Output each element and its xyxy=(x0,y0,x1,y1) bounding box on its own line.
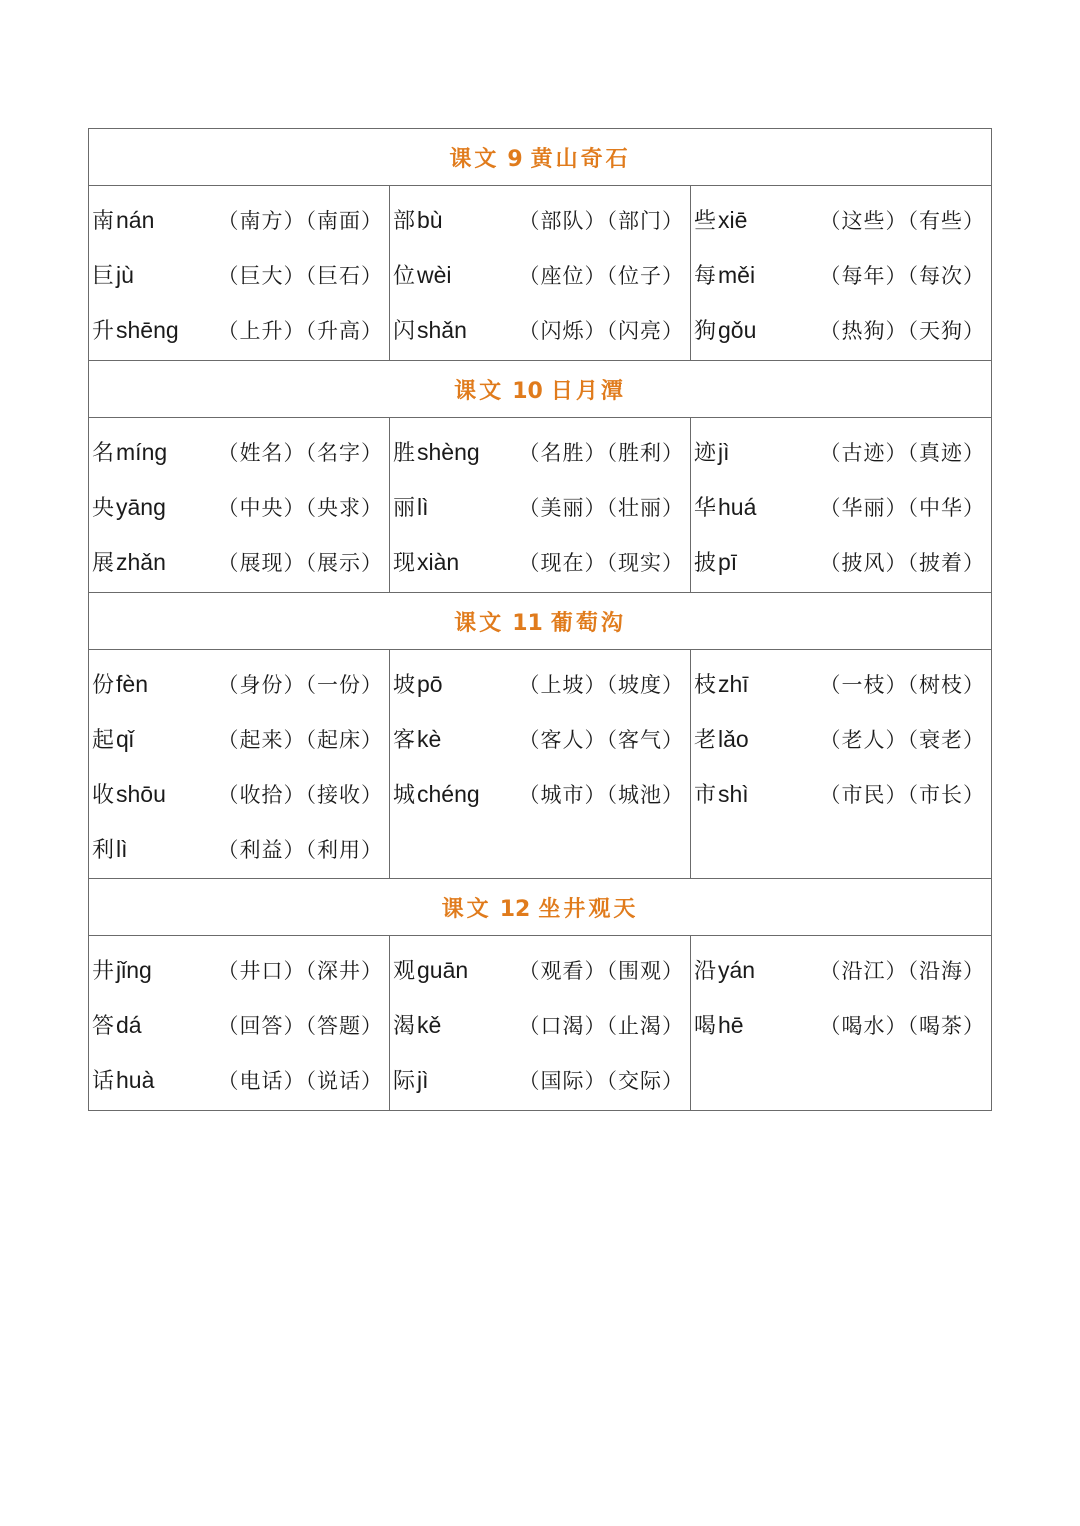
entry-pinyin: bù xyxy=(417,207,443,233)
entry-head xyxy=(92,491,166,522)
entry-character: 部 xyxy=(393,209,416,234)
entry-head xyxy=(694,436,730,467)
entry-words: （姓名）（名字） xyxy=(217,440,383,465)
entry-head xyxy=(393,436,480,467)
entry-pinyin: wèi xyxy=(417,262,452,288)
entry-character: 坡 xyxy=(393,673,416,698)
entry-pinyin: kè xyxy=(417,726,442,752)
lesson-label: 课文 xyxy=(454,609,505,636)
entry-words: （南方）（南面） xyxy=(217,208,383,233)
vocab-entry xyxy=(691,711,991,766)
lesson-number: 12 xyxy=(499,896,531,922)
entry-pinyin: yán xyxy=(718,957,756,983)
entry-character: 每 xyxy=(694,264,717,289)
entry-words: （上坡）（坡度） xyxy=(518,672,684,697)
entry-head xyxy=(694,546,737,577)
entry-pinyin: shǎn xyxy=(417,317,467,343)
entry-words: （回答）（答题） xyxy=(217,1013,383,1038)
entry-character: 迹 xyxy=(694,441,717,466)
vocab-cell xyxy=(390,186,691,361)
entry-words: （这些）（有些） xyxy=(819,208,985,233)
entry-pinyin: shōu xyxy=(116,781,166,807)
entry-head xyxy=(92,314,179,345)
vocab-entry xyxy=(691,192,991,247)
entry-character: 位 xyxy=(393,264,416,289)
entry-character: 些 xyxy=(694,209,717,234)
entry-words: （国际）（交际） xyxy=(518,1068,684,1093)
entry-character: 份 xyxy=(92,673,115,698)
entry-pinyin: pō xyxy=(417,671,443,697)
entry-head xyxy=(393,954,468,985)
entry-character: 井 xyxy=(92,959,115,984)
entry-head xyxy=(694,668,749,699)
entry-head xyxy=(393,491,429,522)
vocab-entry xyxy=(390,1052,690,1107)
entry-pinyin: gǒu xyxy=(718,317,757,343)
entry-pinyin: shēng xyxy=(116,317,179,343)
entry-head xyxy=(92,259,134,290)
entry-head xyxy=(92,778,166,809)
entry-words: （客人）（客气） xyxy=(518,727,684,752)
vocab-entry xyxy=(89,942,389,997)
entry-words: （中央）（央求） xyxy=(217,495,383,520)
entry-pinyin: huà xyxy=(116,1067,155,1093)
entry-words: （起来）（起床） xyxy=(217,727,383,752)
entry-head xyxy=(92,833,128,864)
entry-head xyxy=(92,204,154,235)
lesson-number: 10 xyxy=(512,378,543,404)
vocab-entry xyxy=(89,479,389,534)
entry-head xyxy=(393,668,443,699)
entry-words: （井口）（深井） xyxy=(217,958,383,983)
entry-words: （披风）（披着） xyxy=(819,550,985,575)
vocab-entry xyxy=(691,656,991,711)
entry-words: （老人）（衰老） xyxy=(819,727,985,752)
entry-words: （身份）（一份） xyxy=(217,672,383,697)
vocab-entry xyxy=(89,997,389,1052)
entry-words: （喝水）（喝茶） xyxy=(819,1013,985,1038)
entry-pinyin: kě xyxy=(417,1012,442,1038)
entry-head xyxy=(92,668,148,699)
entry-words: （城市）（城池） xyxy=(518,782,684,807)
entry-pinyin: chéng xyxy=(417,781,480,807)
entry-pinyin: jì xyxy=(718,439,730,465)
entry-pinyin: huá xyxy=(718,494,757,520)
entry-head xyxy=(92,1064,154,1095)
vocab-entry xyxy=(390,247,690,302)
entry-character: 华 xyxy=(694,496,717,521)
entry-head xyxy=(393,1009,441,1040)
vocab-cell xyxy=(691,186,992,361)
entry-pinyin: xiàn xyxy=(417,549,460,575)
entry-pinyin: jǐng xyxy=(116,957,152,983)
entry-words: （名胜）（胜利） xyxy=(518,440,684,465)
entry-words: （每年）（每次） xyxy=(819,263,985,288)
entry-words: （现在）（现实） xyxy=(518,550,684,575)
entry-pinyin: fèn xyxy=(116,671,148,697)
lesson-title-row xyxy=(89,129,992,186)
entry-words: （收拾）（接收） xyxy=(217,782,383,807)
entry-character: 现 xyxy=(393,551,416,576)
entry-words: （部队）（部门） xyxy=(518,208,684,233)
vocab-cell xyxy=(89,650,390,879)
entry-character: 名 xyxy=(92,441,115,466)
vocab-cell xyxy=(89,186,390,361)
vocab-entry xyxy=(691,424,991,479)
entry-character: 闪 xyxy=(393,319,416,344)
entry-head xyxy=(393,259,452,290)
vocab-entry xyxy=(89,192,389,247)
vocab-entry xyxy=(691,534,991,589)
entry-character: 收 xyxy=(92,783,115,808)
entry-words: （巨大）（巨石） xyxy=(217,263,383,288)
entry-words: （一枝）（树枝） xyxy=(819,672,985,697)
entry-character: 丽 xyxy=(393,496,416,521)
vocab-entry xyxy=(390,997,690,1052)
entry-head xyxy=(393,204,443,235)
entry-words: （座位）（位子） xyxy=(518,263,684,288)
lesson-title-row xyxy=(89,593,992,650)
entry-pinyin: nán xyxy=(116,207,155,233)
vocab-entry xyxy=(390,766,690,821)
entry-character: 沿 xyxy=(694,959,717,984)
vocab-entry xyxy=(390,711,690,766)
entry-words: （展现）（展示） xyxy=(217,550,383,575)
entry-character: 枝 xyxy=(694,673,717,698)
vocab-entry xyxy=(390,424,690,479)
lesson-content-row xyxy=(89,936,992,1111)
entry-character: 话 xyxy=(92,1069,115,1094)
vocab-entry xyxy=(691,479,991,534)
lesson-name: 坐井观天 xyxy=(538,895,639,922)
entry-character: 起 xyxy=(92,728,115,753)
entry-head xyxy=(694,1009,744,1040)
vocab-entry xyxy=(390,534,690,589)
vocab-cell xyxy=(691,650,992,879)
entry-pinyin: yāng xyxy=(116,494,166,520)
entry-character: 喝 xyxy=(694,1014,717,1039)
vocab-entry xyxy=(691,766,991,821)
vocab-entry xyxy=(89,766,389,821)
entry-head xyxy=(92,546,166,577)
lesson-title-row xyxy=(89,879,992,936)
entry-words: （美丽）（壮丽） xyxy=(518,495,684,520)
lesson-name: 葡萄沟 xyxy=(550,609,626,636)
vocab-cell xyxy=(691,418,992,593)
lesson-title xyxy=(89,129,992,186)
entry-character: 渴 xyxy=(393,1014,416,1039)
entry-head xyxy=(393,723,441,754)
entry-words: （口渴）（止渴） xyxy=(518,1013,684,1038)
vocab-entry xyxy=(691,942,991,997)
entry-pinyin: pī xyxy=(718,549,738,575)
vocab-cell xyxy=(390,650,691,879)
entry-words: （观看）（围观） xyxy=(518,958,684,983)
entry-pinyin: měi xyxy=(718,262,756,288)
entry-head xyxy=(694,259,755,290)
entry-words: （上升）（升高） xyxy=(217,318,383,343)
entry-character: 胜 xyxy=(393,441,416,466)
lesson-name: 日月潭 xyxy=(550,377,626,404)
entry-character: 狗 xyxy=(694,319,717,344)
lesson-label: 课文 xyxy=(449,145,500,172)
vocab-entry xyxy=(89,711,389,766)
vocab-entry xyxy=(390,942,690,997)
vocab-entry xyxy=(89,247,389,302)
entry-head xyxy=(694,314,756,345)
entry-head xyxy=(393,546,459,577)
entry-words: （市民）（市长） xyxy=(819,782,985,807)
vocab-cell xyxy=(390,418,691,593)
entry-character: 客 xyxy=(393,728,416,753)
entry-character: 际 xyxy=(393,1069,416,1094)
entry-character: 观 xyxy=(393,959,416,984)
entry-pinyin: shèng xyxy=(417,439,480,465)
lesson-label: 课文 xyxy=(454,377,505,404)
entry-pinyin: hē xyxy=(718,1012,744,1038)
vocabulary-table xyxy=(88,128,992,1111)
lesson-title-row xyxy=(89,361,992,418)
entry-character: 展 xyxy=(92,551,115,576)
entry-character: 南 xyxy=(92,209,115,234)
entry-head xyxy=(694,204,747,235)
entry-pinyin: guān xyxy=(417,957,469,983)
entry-character: 市 xyxy=(694,783,717,808)
entry-words: （华丽）（中华） xyxy=(819,495,985,520)
lesson-name: 黄山奇石 xyxy=(530,145,631,172)
vocab-entry xyxy=(89,424,389,479)
entry-pinyin: lǎo xyxy=(718,726,749,752)
entry-character: 答 xyxy=(92,1014,115,1039)
entry-pinyin: jù xyxy=(116,262,134,288)
vocab-entry xyxy=(89,302,389,357)
vocab-entry xyxy=(390,479,690,534)
vocab-entry xyxy=(691,997,991,1052)
lesson-label: 课文 xyxy=(441,895,492,922)
vocab-cell xyxy=(691,936,992,1111)
vocab-entry xyxy=(89,1052,389,1107)
entry-head xyxy=(393,1064,429,1095)
vocab-entry xyxy=(390,656,690,711)
vocab-entry xyxy=(89,534,389,589)
vocab-entry xyxy=(89,821,389,876)
entry-words: （利益）（利用） xyxy=(217,837,383,862)
lesson-title xyxy=(89,361,992,418)
entry-character: 披 xyxy=(694,551,717,576)
entry-words: （闪烁）（闪亮） xyxy=(518,318,684,343)
entry-pinyin: shì xyxy=(718,781,749,807)
entry-head xyxy=(694,723,749,754)
entry-character: 利 xyxy=(92,838,115,863)
vocab-cell xyxy=(89,936,390,1111)
entry-words: （沿江）（沿海） xyxy=(819,958,985,983)
lesson-content-row xyxy=(89,418,992,593)
vocab-entry xyxy=(390,192,690,247)
vocab-cell xyxy=(390,936,691,1111)
vocab-cell xyxy=(89,418,390,593)
entry-pinyin: lì xyxy=(417,494,429,520)
entry-character: 巨 xyxy=(92,264,115,289)
entry-words: （古迹）（真迹） xyxy=(819,440,985,465)
entry-pinyin: míng xyxy=(116,439,168,465)
entry-head xyxy=(694,778,749,809)
entry-head xyxy=(92,723,134,754)
lesson-title xyxy=(89,879,992,936)
entry-pinyin: xiē xyxy=(718,207,748,233)
entry-head xyxy=(92,1009,142,1040)
vocab-entry xyxy=(691,247,991,302)
vocab-entry xyxy=(691,302,991,357)
entry-words: （热狗）（天狗） xyxy=(819,318,985,343)
entry-character: 央 xyxy=(92,496,115,521)
entry-words: （电话）（说话） xyxy=(217,1068,383,1093)
entry-head xyxy=(694,491,756,522)
entry-head xyxy=(92,954,152,985)
entry-head xyxy=(393,314,467,345)
entry-pinyin: jì xyxy=(417,1067,429,1093)
lesson-title xyxy=(89,593,992,650)
lesson-number: 11 xyxy=(512,610,543,636)
entry-pinyin: zhī xyxy=(718,671,749,697)
entry-pinyin: dá xyxy=(116,1012,142,1038)
entry-pinyin: lì xyxy=(116,836,128,862)
lesson-content-row xyxy=(89,186,992,361)
entry-head xyxy=(694,954,755,985)
entry-character: 升 xyxy=(92,319,115,344)
vocab-entry xyxy=(390,302,690,357)
entry-head xyxy=(393,778,480,809)
entry-pinyin: zhǎn xyxy=(116,549,166,575)
entry-head xyxy=(92,436,167,467)
lesson-number: 9 xyxy=(507,146,523,172)
entry-pinyin: qǐ xyxy=(116,726,134,752)
lesson-content-row xyxy=(89,650,992,879)
entry-character: 老 xyxy=(694,728,717,753)
vocab-entry xyxy=(89,656,389,711)
entry-character: 城 xyxy=(393,783,416,808)
